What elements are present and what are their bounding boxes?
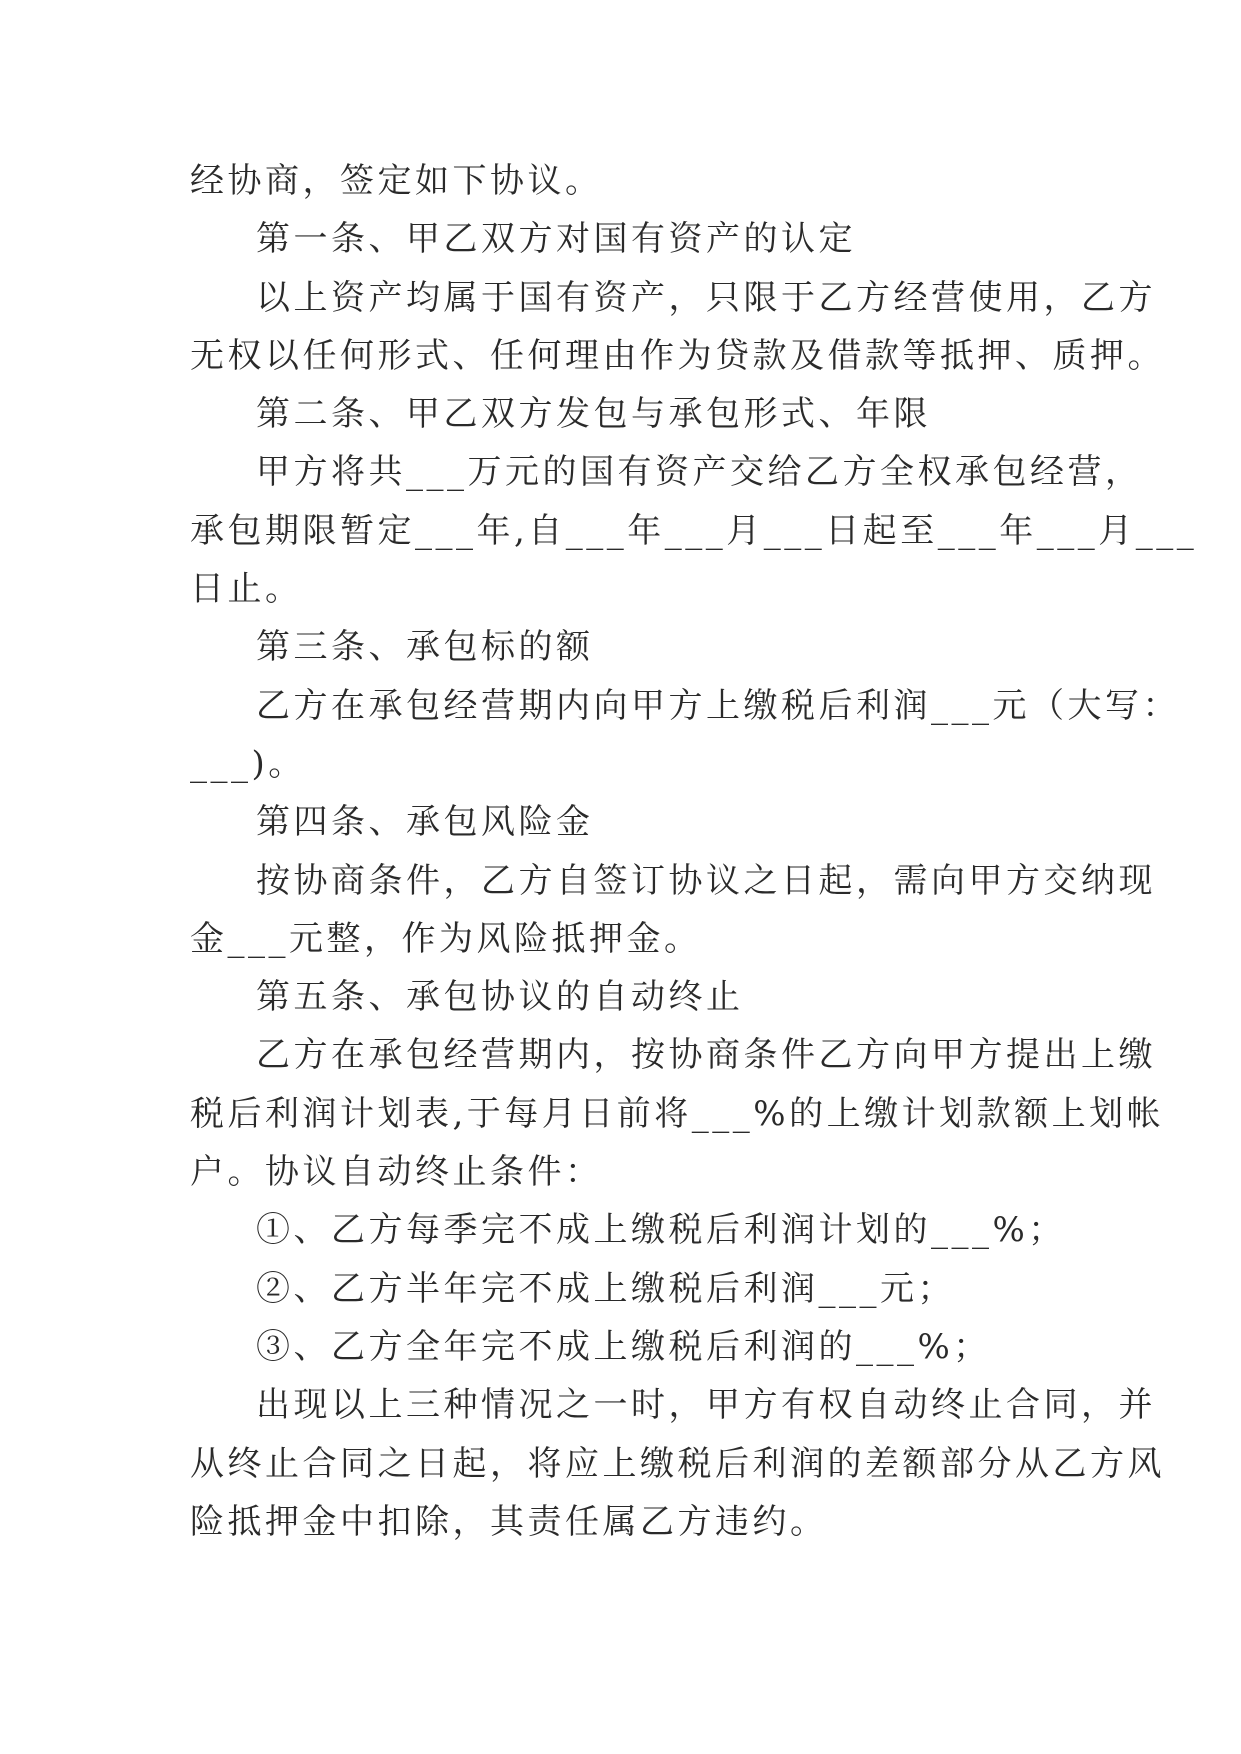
document-body: [190, 152, 1198, 1551]
article-heading: 第三条、承包标的额: [256, 627, 594, 668]
paragraph-line: 以上资产均属于国有资产，只限于乙方经营使用，乙方: [256, 277, 1156, 318]
paragraph-line: 乙方在承包经营期内，按协商条件乙方向甲方提出上缴: [256, 1035, 1156, 1076]
paragraph-line: 经协商，签定如下协议。: [190, 161, 603, 201]
paragraph-line: 无权以任何形式、任何理由作为贷款及借款等抵押、质押。: [190, 335, 1165, 376]
paragraph-line: ___)。: [190, 743, 306, 784]
article-heading: 第一条、甲乙双方对国有资产的认定: [256, 219, 856, 260]
paragraph-line: 险抵押金中扣除，其责任属乙方违约。: [190, 1501, 828, 1542]
paragraph-line: 从终止合同之日起，将应上缴税后利润的差额部分从乙方风: [190, 1443, 1165, 1484]
paragraph-line: 出现以上三种情况之一时，甲方有权自动终止合同，并: [256, 1385, 1156, 1426]
paragraph-line: 税后利润计划表,于每月日前将___%的上缴计划款额上划帐: [190, 1093, 1165, 1134]
article-heading: 第四条、承包风险金: [256, 802, 594, 843]
paragraph-line: 乙方在承包经营期内向甲方上缴税后利润___元（大写：: [256, 685, 1180, 726]
paragraph-line: 日止。: [190, 569, 303, 610]
paragraph-line: 按协商条件，乙方自签订协议之日起，需向甲方交纳现: [256, 860, 1156, 901]
list-item: ①、乙方每季完不成上缴税后利润计划的___%；: [256, 1210, 1066, 1251]
list-item: ③、乙方全年完不成上缴税后利润的___%；: [256, 1326, 991, 1367]
paragraph-line: 承包期限暂定___年,自___年___月___日起至___年___月___: [190, 510, 1198, 551]
article-heading: 第二条、甲乙双方发包与承包形式、年限: [256, 394, 931, 435]
article-heading: 第五条、承包协议的自动终止: [256, 977, 744, 1018]
paragraph-line: 户。协议自动终止条件：: [190, 1152, 603, 1193]
paragraph-line: 金___元整，作为风险抵押金。: [190, 918, 702, 959]
list-item: ②、乙方半年完不成上缴税后利润___元；: [256, 1268, 955, 1309]
paragraph-line: 甲方将共___万元的国有资产交给乙方全权承包经营，: [256, 452, 1143, 493]
